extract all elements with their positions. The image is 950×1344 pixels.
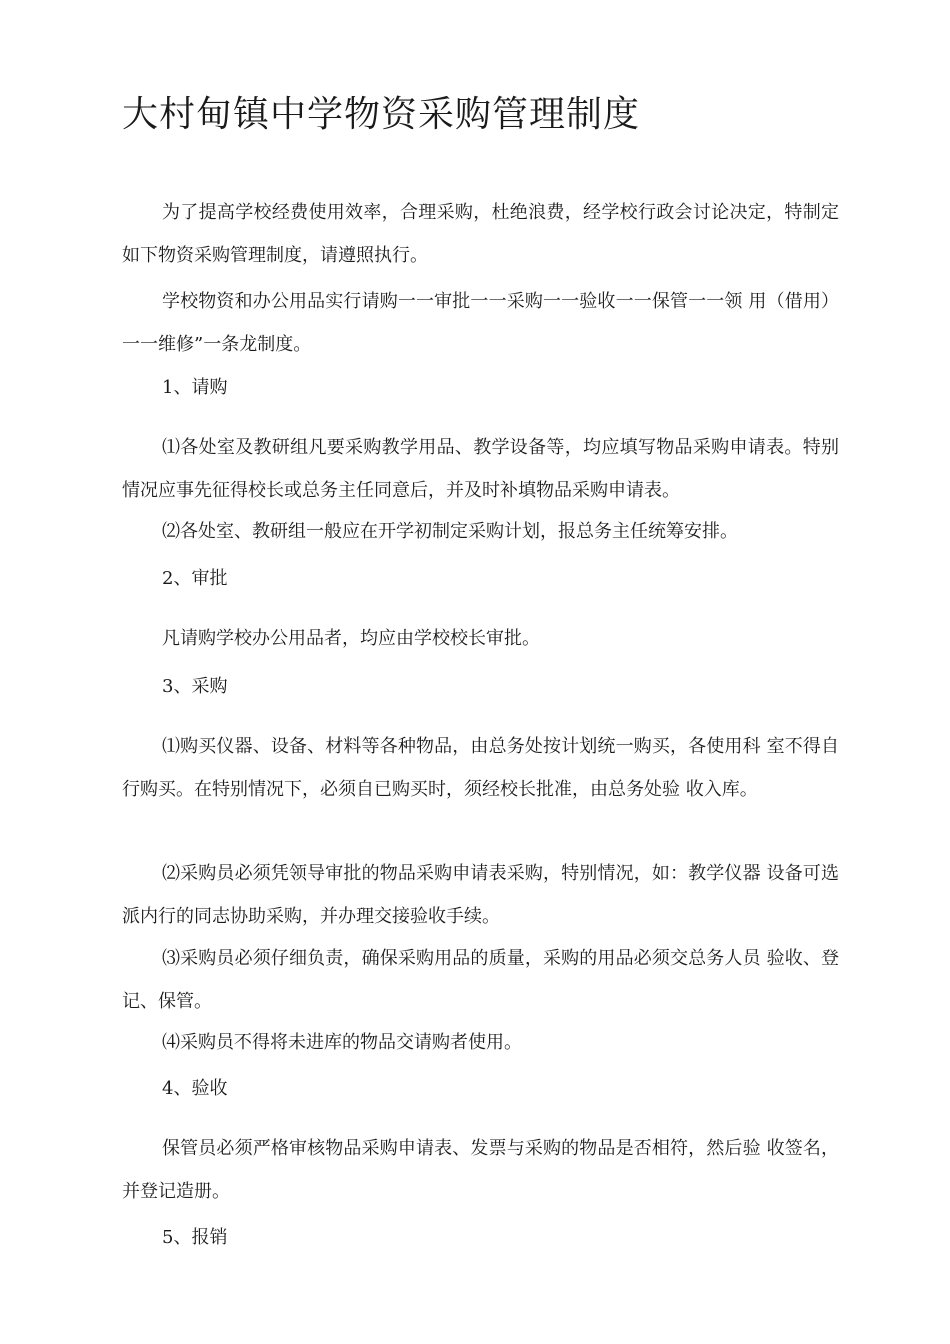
intro-paragraph: 为了提高学校经费使用效率，合理采购，杜绝浪费，经学校行政会讨论决定，特制定如下物资采购管理制度，请遵照执行。 (122, 202, 839, 266)
section-item: ⑵各处室、教研组一般应在开学初制定采购计划，报总务主任统筹安排。 (162, 521, 738, 542)
section-item: ⑷采购员不得将未进库的物品交请购者使用。 (162, 1032, 522, 1053)
section-item: ⑴购买仪器、设备、材料等各种物品，由总务处按计划统一购买，各使用科 室不得自行购买。在特别情况下，必须自已购买时，须经校长批准，由总务处验 收入库。 (122, 736, 839, 800)
section-item: ⑵采购员必须凭领导审批的物品采购申请表采购，特别情况，如：教学仪器 设备可选派内行的同志协助采购，并办理交接验收手续。 (122, 863, 839, 927)
section-heading: 3、采购 (162, 676, 228, 697)
section-item: ⑴各处室及教研组凡要采购教学用品、教学设备等，均应填写物品采购申请表。特别情况应事先征得校长或总务主任同意后，并及时补填物品采购申请表。 (122, 437, 839, 501)
section-heading: 5、报销 (162, 1227, 228, 1248)
section-item: ⑶采购员必须仔细负责，确保采购用品的质量，采购的用品必须交总务人员 验收、登记、保管。 (122, 948, 839, 1012)
section-item: 凡请购学校办公用品者，均应由学校校长审批。 (162, 628, 540, 649)
section-item: 保管员必须严格审核物品采购申请表、发票与采购的物品是否相符，然后验 收签名，并登记造册。 (122, 1138, 839, 1202)
flow-paragraph: 学校物资和办公用品实行请购一一审批一一采购一一验收一一保管一一领 用（借用）一一维修”一条龙制度。 (122, 291, 839, 355)
document-title: 大村甸镇中学物资采购管理制度 (122, 94, 641, 135)
section-heading: 2、审批 (162, 568, 228, 589)
section-heading: 4、验收 (162, 1078, 228, 1099)
section-heading: 1、请购 (162, 377, 228, 398)
